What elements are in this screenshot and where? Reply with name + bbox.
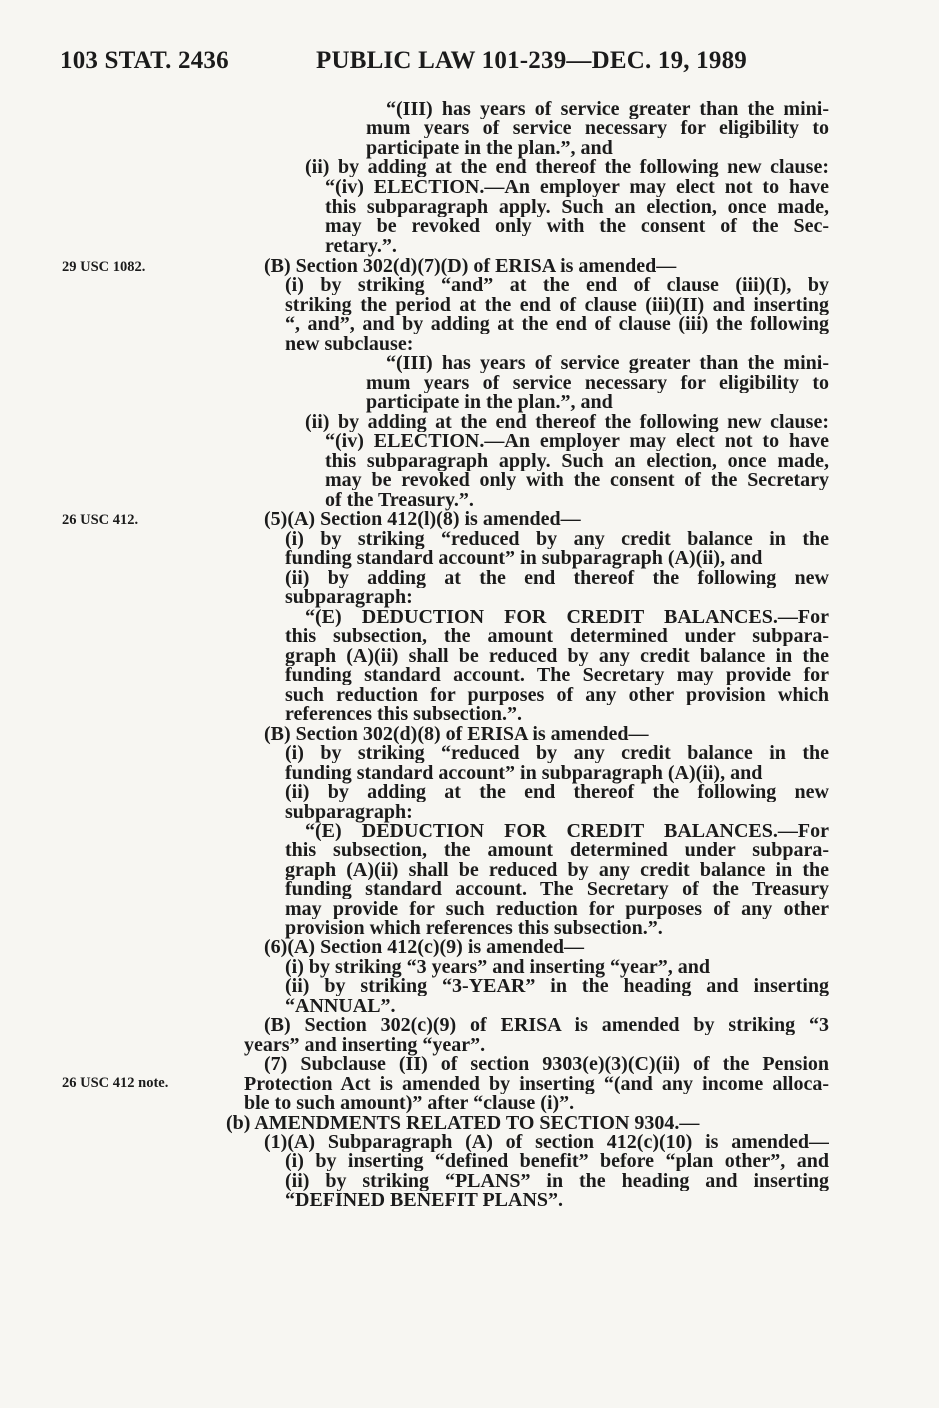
- text-line: mum years of service necessary for eligibility to: [366, 118, 829, 138]
- text-line: funding standard account. The Secretary of the Treasury: [285, 879, 829, 899]
- text-line: (ii) by adding at the end thereof the following new: [285, 782, 829, 802]
- text-line: may be revoked only with the consent of the Sec-: [325, 216, 829, 236]
- text-line: participate in the plan.”, and: [366, 391, 613, 413]
- text-line: striking the period at the end of clause (iii)(II) and inserting: [285, 295, 829, 315]
- text-line: (i) by striking “reduced by any credit balance in the: [285, 743, 829, 763]
- text-line: “(iv) ELECTION.—An employer may elect not to have: [325, 177, 829, 197]
- margin-citation: 29 USC 1082.: [62, 259, 146, 275]
- text-line: (B) Section 302(d)(7)(D) of ERISA is amended—: [264, 255, 677, 277]
- text-line: “DEFINED BENEFIT PLANS”.: [285, 1189, 564, 1211]
- text-line: funding standard account. The Secretary may provide for: [285, 665, 829, 685]
- text-line: (i) by striking “and” at the end of clause (iii)(I), by: [285, 275, 829, 295]
- text-line: funding standard account” in subparagraph (A)(ii), and: [285, 547, 763, 569]
- text-line: this subparagraph apply. Such an election, once made,: [325, 197, 829, 217]
- text-line: this subparagraph apply. Such an election, once made,: [325, 451, 829, 471]
- text-line: “(iv) ELECTION.—An employer may elect not to have: [325, 431, 829, 451]
- text-line: “, and”, and by adding at the end of clause (iii) the following: [285, 314, 829, 334]
- text-line: “ANNUAL”.: [285, 995, 396, 1017]
- text-line: may be revoked only with the consent of the Secretary: [325, 470, 829, 490]
- text-line: “(III) has years of service greater than the mini-: [386, 353, 829, 373]
- text-line: (ii) by adding at the end thereof the following new: [285, 568, 829, 588]
- text-line: (5)(A) Section 412(l)(8) is amended—: [264, 508, 581, 530]
- text-line: participate in the plan.”, and: [366, 137, 613, 159]
- text-line: retary.”.: [325, 235, 397, 257]
- margin-citation: 26 USC 412.: [62, 512, 139, 528]
- text-line: (6)(A) Section 412(c)(9) is amended—: [264, 936, 584, 958]
- text-line: “(III) has years of service greater than the mini-: [386, 99, 829, 119]
- text-line: (i) by striking “reduced by any credit balance in the: [285, 529, 829, 549]
- text-line: graph (A)(ii) shall be reduced by any credit balance in the: [285, 860, 829, 880]
- text-line: (i) by striking “3 years” and inserting “year”, and: [285, 956, 711, 978]
- text-line: ble to such amount)” after “clause (i)”.: [244, 1092, 575, 1114]
- text-line: (1)(A) Subparagraph (A) of section 412(c)(10) is amended—: [264, 1132, 829, 1152]
- text-line: (b) AMENDMENTS RELATED TO SECTION 9304.—: [226, 1112, 700, 1134]
- text-line: (i) by inserting “defined benefit” before “plan other”, and: [285, 1151, 829, 1171]
- page-header: [60, 46, 840, 76]
- text-line: “(E) DEDUCTION FOR CREDIT BALANCES.—For: [305, 821, 829, 841]
- text-line: subparagraph:: [285, 586, 413, 608]
- text-line: “(E) DEDUCTION FOR CREDIT BALANCES.—For: [305, 607, 829, 627]
- text-line: new subclause:: [285, 333, 414, 355]
- text-line: (B) Section 302(d)(8) of ERISA is amended—: [264, 723, 649, 745]
- text-line: (ii) by adding at the end thereof the following new clause:: [305, 412, 829, 432]
- text-line: may provide for such reduction for purposes of any other: [285, 899, 829, 919]
- text-line: (ii) by striking “PLANS” in the heading and inserting: [285, 1171, 829, 1191]
- text-line: references this subsection.”.: [285, 703, 523, 725]
- text-line: years” and inserting “year”.: [244, 1034, 486, 1056]
- text-line: funding standard account” in subparagraph (A)(ii), and: [285, 762, 763, 784]
- text-line: this subsection, the amount determined under subpara-: [285, 840, 829, 860]
- text-line: this subsection, the amount determined under subpara-: [285, 626, 829, 646]
- text-line: such reduction for purposes of any other provision which: [285, 685, 829, 705]
- text-line: of the Treasury.”.: [325, 489, 474, 511]
- text-line: Protection Act is amended by inserting “(and any income alloca-: [244, 1074, 829, 1094]
- text-line: mum years of service necessary for eligibility to: [366, 373, 829, 393]
- page-reference: 103 STAT. 2436: [60, 47, 229, 74]
- text-line: (ii) by adding at the end thereof the following new clause:: [305, 157, 829, 177]
- text-line: provision which references this subsection.”.: [285, 917, 663, 939]
- text-line: (ii) by striking “3-YEAR” in the heading and inserting: [285, 976, 829, 996]
- margin-citation: 26 USC 412 note.: [62, 1075, 169, 1091]
- text-line: (B) Section 302(c)(9) of ERISA is amended by striking “3: [264, 1015, 829, 1035]
- text-line: graph (A)(ii) shall be reduced by any credit balance in the: [285, 646, 829, 666]
- law-title: PUBLIC LAW 101-239—DEC. 19, 1989: [316, 47, 747, 74]
- text-line: (7) Subclause (II) of section 9303(e)(3)(C)(ii) of the Pension: [264, 1054, 829, 1074]
- text-line: subparagraph:: [285, 801, 413, 823]
